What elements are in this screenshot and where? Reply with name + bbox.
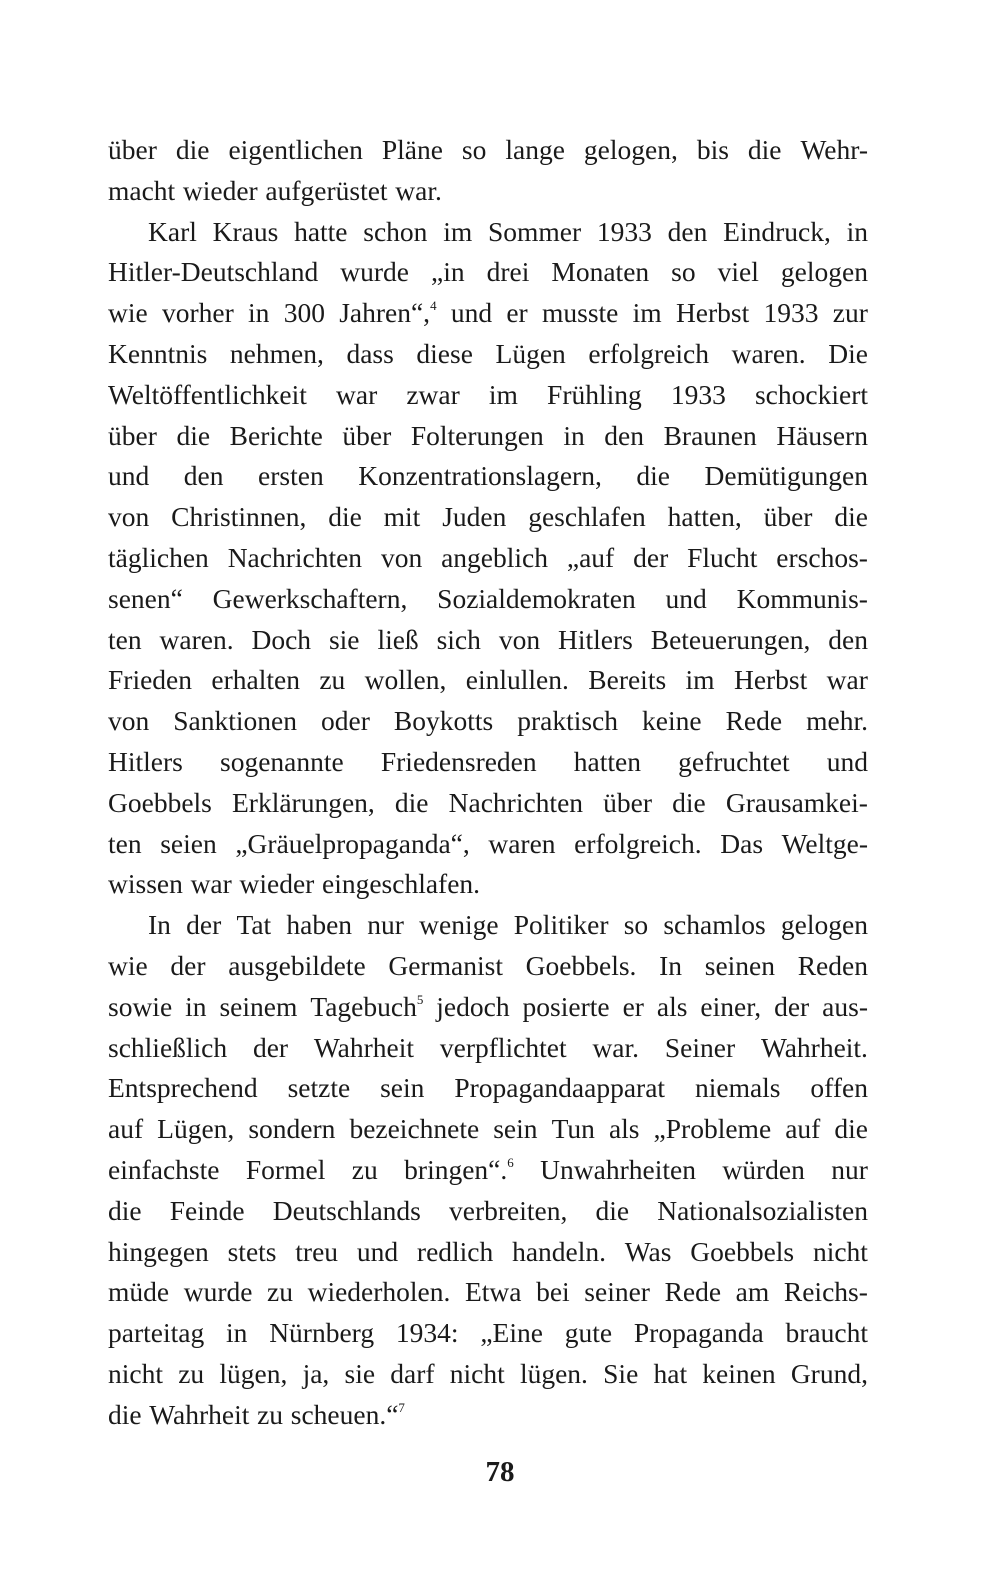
word: Christinnen, bbox=[171, 501, 307, 533]
word: Herbst bbox=[733, 664, 808, 696]
word: mit bbox=[383, 501, 421, 533]
text-line bbox=[108, 987, 868, 1028]
word: den bbox=[604, 419, 644, 451]
word: parteitag bbox=[108, 1317, 205, 1349]
word: in bbox=[185, 990, 207, 1022]
text-line bbox=[108, 171, 868, 212]
word: Weltöffentlichkeit bbox=[108, 378, 307, 410]
word: Friedensreden bbox=[380, 745, 537, 777]
word: In bbox=[148, 909, 171, 941]
text-line bbox=[108, 1068, 868, 1109]
word: am bbox=[735, 1276, 770, 1308]
word: und bbox=[826, 745, 868, 777]
text-line bbox=[108, 1313, 868, 1354]
word: ten bbox=[108, 827, 142, 859]
word: schockiert bbox=[754, 378, 868, 410]
word: über bbox=[342, 419, 392, 451]
word: Sommer bbox=[487, 215, 582, 247]
word: bei bbox=[536, 1276, 570, 1308]
word: Konzentrationslagern, bbox=[358, 460, 602, 492]
word: Rede bbox=[664, 1276, 722, 1308]
word: handeln. bbox=[512, 1235, 606, 1267]
word: „Gräuelpropaganda“, bbox=[235, 827, 470, 859]
word: müde bbox=[108, 1276, 170, 1308]
word: scheuen.“$^7$ bbox=[290, 1398, 405, 1430]
word: von bbox=[108, 705, 150, 737]
word: Wahrheit bbox=[313, 1031, 415, 1063]
word: über bbox=[108, 134, 157, 165]
text-line bbox=[108, 905, 868, 946]
word: zur bbox=[832, 297, 868, 329]
word: einfachste bbox=[108, 1153, 220, 1185]
word: die bbox=[175, 134, 210, 165]
text-line bbox=[108, 824, 868, 865]
word: In bbox=[659, 949, 683, 981]
word: war. bbox=[395, 174, 442, 206]
page-number: 78 bbox=[485, 1456, 515, 1488]
word: diese bbox=[416, 337, 473, 369]
word: sondern bbox=[248, 1113, 336, 1145]
word: Die bbox=[828, 337, 868, 369]
word: Bereits bbox=[588, 664, 667, 696]
word: nur bbox=[367, 909, 404, 941]
word: über bbox=[108, 419, 157, 451]
word: Frühling bbox=[547, 378, 642, 410]
word: Flucht bbox=[687, 541, 758, 573]
word: Was bbox=[624, 1235, 672, 1267]
word: Kenntnis bbox=[108, 337, 208, 369]
word: seiner bbox=[584, 1276, 650, 1308]
word: hat bbox=[653, 1357, 688, 1389]
word: den bbox=[667, 215, 708, 247]
text-line bbox=[108, 742, 868, 783]
word: schließlich bbox=[108, 1031, 228, 1063]
word: keinen bbox=[702, 1357, 776, 1389]
word: Frieden bbox=[108, 664, 193, 696]
word: zu bbox=[178, 1357, 205, 1389]
word: den bbox=[183, 460, 224, 492]
word: Sanktionen bbox=[173, 705, 297, 737]
book-page-body bbox=[108, 130, 868, 1436]
word: Reichs- bbox=[783, 1276, 868, 1308]
word: wie bbox=[108, 949, 148, 981]
word: Seiner bbox=[664, 1031, 736, 1063]
word: wenige bbox=[419, 909, 499, 941]
word: geschlafen bbox=[528, 501, 646, 533]
text-line bbox=[108, 579, 868, 620]
word: der bbox=[252, 1031, 289, 1063]
text-line bbox=[108, 538, 868, 579]
word: offen bbox=[810, 1072, 868, 1104]
text-line bbox=[108, 416, 868, 457]
word: Doch bbox=[251, 623, 312, 655]
word: auf bbox=[108, 1113, 144, 1145]
text-line bbox=[108, 130, 868, 171]
word: erhalten bbox=[211, 664, 300, 696]
word: stets bbox=[227, 1235, 277, 1267]
word: Tat bbox=[236, 909, 272, 941]
word: sich bbox=[436, 623, 481, 655]
word: Germanist bbox=[388, 949, 503, 981]
word: ließ bbox=[377, 623, 419, 655]
word: wollen, bbox=[364, 664, 447, 696]
word: Goebbels bbox=[690, 1235, 795, 1267]
word: gelogen bbox=[780, 909, 868, 941]
word: wieder bbox=[182, 174, 258, 206]
word: bezeichnete bbox=[349, 1113, 480, 1145]
word: Karl bbox=[148, 215, 197, 247]
word: 1933 bbox=[670, 378, 726, 410]
word: in bbox=[563, 419, 585, 451]
word: Nachrichten bbox=[448, 786, 584, 818]
word: Hitlers bbox=[557, 623, 633, 655]
word: und bbox=[108, 460, 150, 492]
word: posierte bbox=[522, 990, 610, 1022]
word: „Probleme bbox=[653, 1113, 772, 1145]
word: niemals bbox=[694, 1072, 781, 1104]
word: eigentlichen bbox=[228, 134, 363, 165]
word: im bbox=[488, 378, 518, 410]
text-line bbox=[108, 1354, 868, 1395]
word: nicht bbox=[449, 1357, 505, 1389]
word: erfolgreich bbox=[588, 337, 709, 369]
word: nicht bbox=[812, 1235, 868, 1267]
word: war bbox=[336, 378, 378, 410]
word: war. bbox=[592, 1031, 640, 1063]
text-line bbox=[108, 293, 868, 334]
word: gelogen bbox=[780, 256, 868, 288]
word: oder bbox=[321, 705, 370, 737]
word: in bbox=[846, 215, 868, 247]
word: Propagandaapparat bbox=[454, 1072, 666, 1104]
word: von bbox=[498, 623, 541, 655]
word: darf bbox=[390, 1357, 435, 1389]
word: Wahrheit. bbox=[760, 1031, 868, 1063]
word: schon bbox=[363, 215, 428, 247]
word: so bbox=[671, 256, 696, 288]
text-line bbox=[108, 212, 868, 253]
word: seinen bbox=[704, 949, 776, 981]
text-line bbox=[108, 334, 868, 375]
word: ja, bbox=[302, 1357, 330, 1389]
footnote-marker: 7 bbox=[398, 1399, 405, 1415]
word: die bbox=[747, 134, 782, 165]
text-line bbox=[108, 1150, 868, 1191]
word: er bbox=[622, 990, 644, 1022]
word: die bbox=[394, 786, 429, 818]
text-line bbox=[108, 620, 868, 661]
word: der bbox=[774, 990, 810, 1022]
word: praktisch bbox=[517, 705, 619, 737]
word: nur bbox=[831, 1153, 868, 1185]
word: im bbox=[443, 215, 473, 247]
word: war bbox=[190, 868, 232, 900]
word: Nachrichten bbox=[227, 541, 363, 573]
word: zu bbox=[267, 1276, 293, 1308]
word: Pläne bbox=[381, 134, 443, 165]
footnote-marker: 5 bbox=[416, 991, 424, 1007]
text-line bbox=[108, 252, 868, 293]
word: haben bbox=[286, 909, 353, 941]
word: Wahrheit bbox=[149, 1398, 250, 1430]
word: gelogen, bbox=[583, 134, 678, 165]
footnote-marker: 6 bbox=[507, 1154, 514, 1170]
word: die bbox=[108, 1398, 142, 1430]
word: nicht bbox=[108, 1357, 163, 1389]
word: Entsprechend bbox=[108, 1072, 258, 1104]
word: der bbox=[170, 949, 206, 981]
text-line bbox=[108, 660, 868, 701]
word: 300 bbox=[283, 297, 325, 329]
word: Erklärungen, bbox=[232, 786, 375, 818]
word: Boykotts bbox=[393, 705, 494, 737]
word: Goebbels bbox=[108, 786, 212, 818]
word: macht bbox=[108, 174, 176, 206]
text-line bbox=[108, 1272, 868, 1313]
word: hatten bbox=[573, 745, 641, 777]
word: auf bbox=[785, 1113, 821, 1145]
word: Hitler-Deutschland bbox=[108, 256, 319, 288]
word: in bbox=[226, 1317, 248, 1349]
word: einlullen. bbox=[465, 664, 569, 696]
word: verpflichtet bbox=[439, 1031, 567, 1063]
word: im bbox=[632, 297, 662, 329]
word: im bbox=[685, 664, 715, 696]
word: war bbox=[826, 664, 868, 696]
word: Monaten bbox=[551, 256, 650, 288]
word: Goebbels. bbox=[525, 949, 637, 981]
word: Politiker bbox=[513, 909, 609, 941]
word: aufgerüstet bbox=[265, 174, 388, 206]
word: gute bbox=[564, 1317, 613, 1349]
word: Lügen, bbox=[157, 1113, 235, 1145]
word: über bbox=[763, 501, 813, 533]
word: zu bbox=[257, 1398, 284, 1430]
word: ten bbox=[108, 623, 142, 655]
word: und bbox=[665, 582, 707, 614]
word: sie bbox=[344, 1357, 376, 1389]
word: Weltge- bbox=[781, 827, 868, 859]
word: als bbox=[656, 990, 688, 1022]
word: Berichte bbox=[229, 419, 323, 451]
word: zu bbox=[319, 664, 346, 696]
word: erschos- bbox=[776, 541, 868, 573]
word: lügen, bbox=[219, 1357, 288, 1389]
word: sowie bbox=[108, 990, 173, 1022]
word: von bbox=[108, 501, 150, 533]
word: Kommunis- bbox=[736, 582, 868, 614]
word: Grausamkei- bbox=[725, 786, 868, 818]
word: Reden bbox=[797, 949, 868, 981]
footnote-marker: 4 bbox=[430, 298, 437, 314]
text-line bbox=[108, 864, 868, 905]
word: Beteuerungen, bbox=[650, 623, 811, 655]
word: ausgebildete bbox=[228, 949, 366, 981]
word: bringen“.$^6$ bbox=[404, 1153, 514, 1185]
word: Demütigungen bbox=[704, 460, 868, 492]
word: Lügen bbox=[495, 337, 566, 369]
text-line bbox=[108, 1395, 868, 1436]
word: gefruchtet bbox=[678, 745, 790, 777]
word: Jahren“,$^4$ bbox=[339, 297, 437, 329]
word: die bbox=[834, 1113, 868, 1145]
word: Häusern bbox=[776, 419, 868, 451]
word: Sie bbox=[603, 1357, 639, 1389]
word: wiederholen. bbox=[307, 1276, 451, 1308]
text-line bbox=[108, 1028, 868, 1069]
word: setzte bbox=[287, 1072, 351, 1104]
word: wurde bbox=[340, 256, 409, 288]
word: sein bbox=[493, 1113, 538, 1145]
word: zwar bbox=[406, 378, 460, 410]
word: Unwahrheiten bbox=[540, 1153, 696, 1185]
word: die bbox=[672, 786, 706, 818]
word: seinem bbox=[219, 990, 298, 1022]
word: seien bbox=[160, 827, 217, 859]
word: mehr. bbox=[806, 705, 868, 737]
word: sie bbox=[328, 623, 360, 655]
word: drei bbox=[486, 256, 530, 288]
word: Nationalsozialisten bbox=[657, 1194, 868, 1226]
word: würden bbox=[722, 1153, 805, 1185]
word: lügen. bbox=[519, 1357, 588, 1389]
word: braucht bbox=[785, 1317, 868, 1349]
word: so bbox=[461, 134, 487, 165]
word: bis bbox=[696, 134, 729, 165]
word: waren. bbox=[159, 623, 234, 655]
word: den bbox=[828, 623, 868, 655]
word: nehmen, bbox=[229, 337, 324, 369]
word: Etwa bbox=[464, 1276, 522, 1308]
text-line bbox=[108, 1191, 868, 1232]
word: Propaganda bbox=[633, 1317, 764, 1349]
word: Eindruck, bbox=[723, 215, 831, 247]
word: Tun bbox=[551, 1113, 595, 1145]
word: Braunen bbox=[663, 419, 757, 451]
word: waren. bbox=[731, 337, 806, 369]
word: Formel bbox=[245, 1153, 326, 1185]
word: die bbox=[328, 501, 362, 533]
word: keine bbox=[642, 705, 702, 737]
word: Sozialdemokraten bbox=[437, 582, 636, 614]
word: jedoch bbox=[436, 990, 510, 1022]
word: so bbox=[623, 909, 649, 941]
text-line bbox=[108, 946, 868, 987]
word: die bbox=[108, 1194, 142, 1226]
word: ersten bbox=[258, 460, 324, 492]
word: Feinde bbox=[169, 1194, 245, 1226]
word: als bbox=[608, 1113, 640, 1145]
word: Juden bbox=[442, 501, 507, 533]
word: über bbox=[603, 786, 653, 818]
word: Grund, bbox=[790, 1357, 868, 1389]
word: einer, bbox=[700, 990, 762, 1022]
word: er bbox=[506, 297, 528, 329]
word: wie bbox=[108, 297, 148, 329]
word: dass bbox=[346, 337, 394, 369]
word: redlich bbox=[416, 1235, 494, 1267]
word: aus- bbox=[822, 990, 868, 1022]
word: die bbox=[595, 1194, 630, 1226]
word: Nürnberg bbox=[269, 1317, 375, 1349]
word: senen“ bbox=[108, 582, 183, 614]
word: erfolgreich. bbox=[574, 827, 702, 859]
word: 1933 bbox=[596, 215, 652, 247]
word: sogenannte bbox=[220, 745, 344, 777]
word: die bbox=[636, 460, 670, 492]
word: waren bbox=[488, 827, 556, 859]
word: verbreiten, bbox=[449, 1194, 568, 1226]
word: die bbox=[176, 419, 211, 451]
word: der bbox=[186, 909, 222, 941]
word: 1934: bbox=[395, 1317, 459, 1349]
text-line bbox=[108, 783, 868, 824]
word: sein bbox=[380, 1072, 425, 1104]
word: der bbox=[633, 541, 669, 573]
text-line bbox=[108, 701, 868, 742]
word: Herbst bbox=[675, 297, 750, 329]
word: lange bbox=[505, 134, 565, 165]
word: Folterungen bbox=[410, 419, 544, 451]
word: „in bbox=[430, 256, 465, 288]
word: hatten, bbox=[667, 501, 742, 533]
word: musste bbox=[541, 297, 619, 329]
word: und bbox=[356, 1235, 399, 1267]
word: treu bbox=[295, 1235, 339, 1267]
text-line bbox=[108, 1109, 868, 1150]
word: viel bbox=[717, 256, 759, 288]
word: Tagebuch$^5$ bbox=[310, 990, 424, 1022]
word: schamlos bbox=[663, 909, 766, 941]
text-line bbox=[108, 456, 868, 497]
word: hatte bbox=[294, 215, 348, 247]
word: eingeschlafen. bbox=[322, 868, 481, 900]
word: Deutschlands bbox=[272, 1194, 421, 1226]
word: 1933 bbox=[763, 297, 819, 329]
word: in bbox=[248, 297, 270, 329]
word: vorher bbox=[161, 297, 234, 329]
word: wurde bbox=[183, 1276, 253, 1308]
word: wieder bbox=[239, 868, 315, 900]
text-line bbox=[108, 1232, 868, 1273]
word: „Eine bbox=[480, 1317, 543, 1349]
word: Gewerkschaftern, bbox=[212, 582, 408, 614]
word: täglichen bbox=[108, 541, 209, 573]
word: zu bbox=[351, 1153, 378, 1185]
text-line bbox=[108, 375, 868, 416]
word: angeblich bbox=[441, 541, 548, 573]
word: „auf bbox=[566, 541, 615, 573]
word: Das bbox=[720, 827, 764, 859]
word: von bbox=[380, 541, 423, 573]
word: Rede bbox=[725, 705, 783, 737]
word: Hitlers bbox=[108, 745, 183, 777]
word: Kraus bbox=[212, 215, 279, 247]
word: und bbox=[450, 297, 493, 329]
word: hingegen bbox=[108, 1235, 209, 1267]
word: die bbox=[834, 501, 868, 533]
word: wissen bbox=[108, 868, 183, 900]
text-line bbox=[108, 497, 868, 538]
word: Wehr- bbox=[800, 134, 868, 165]
